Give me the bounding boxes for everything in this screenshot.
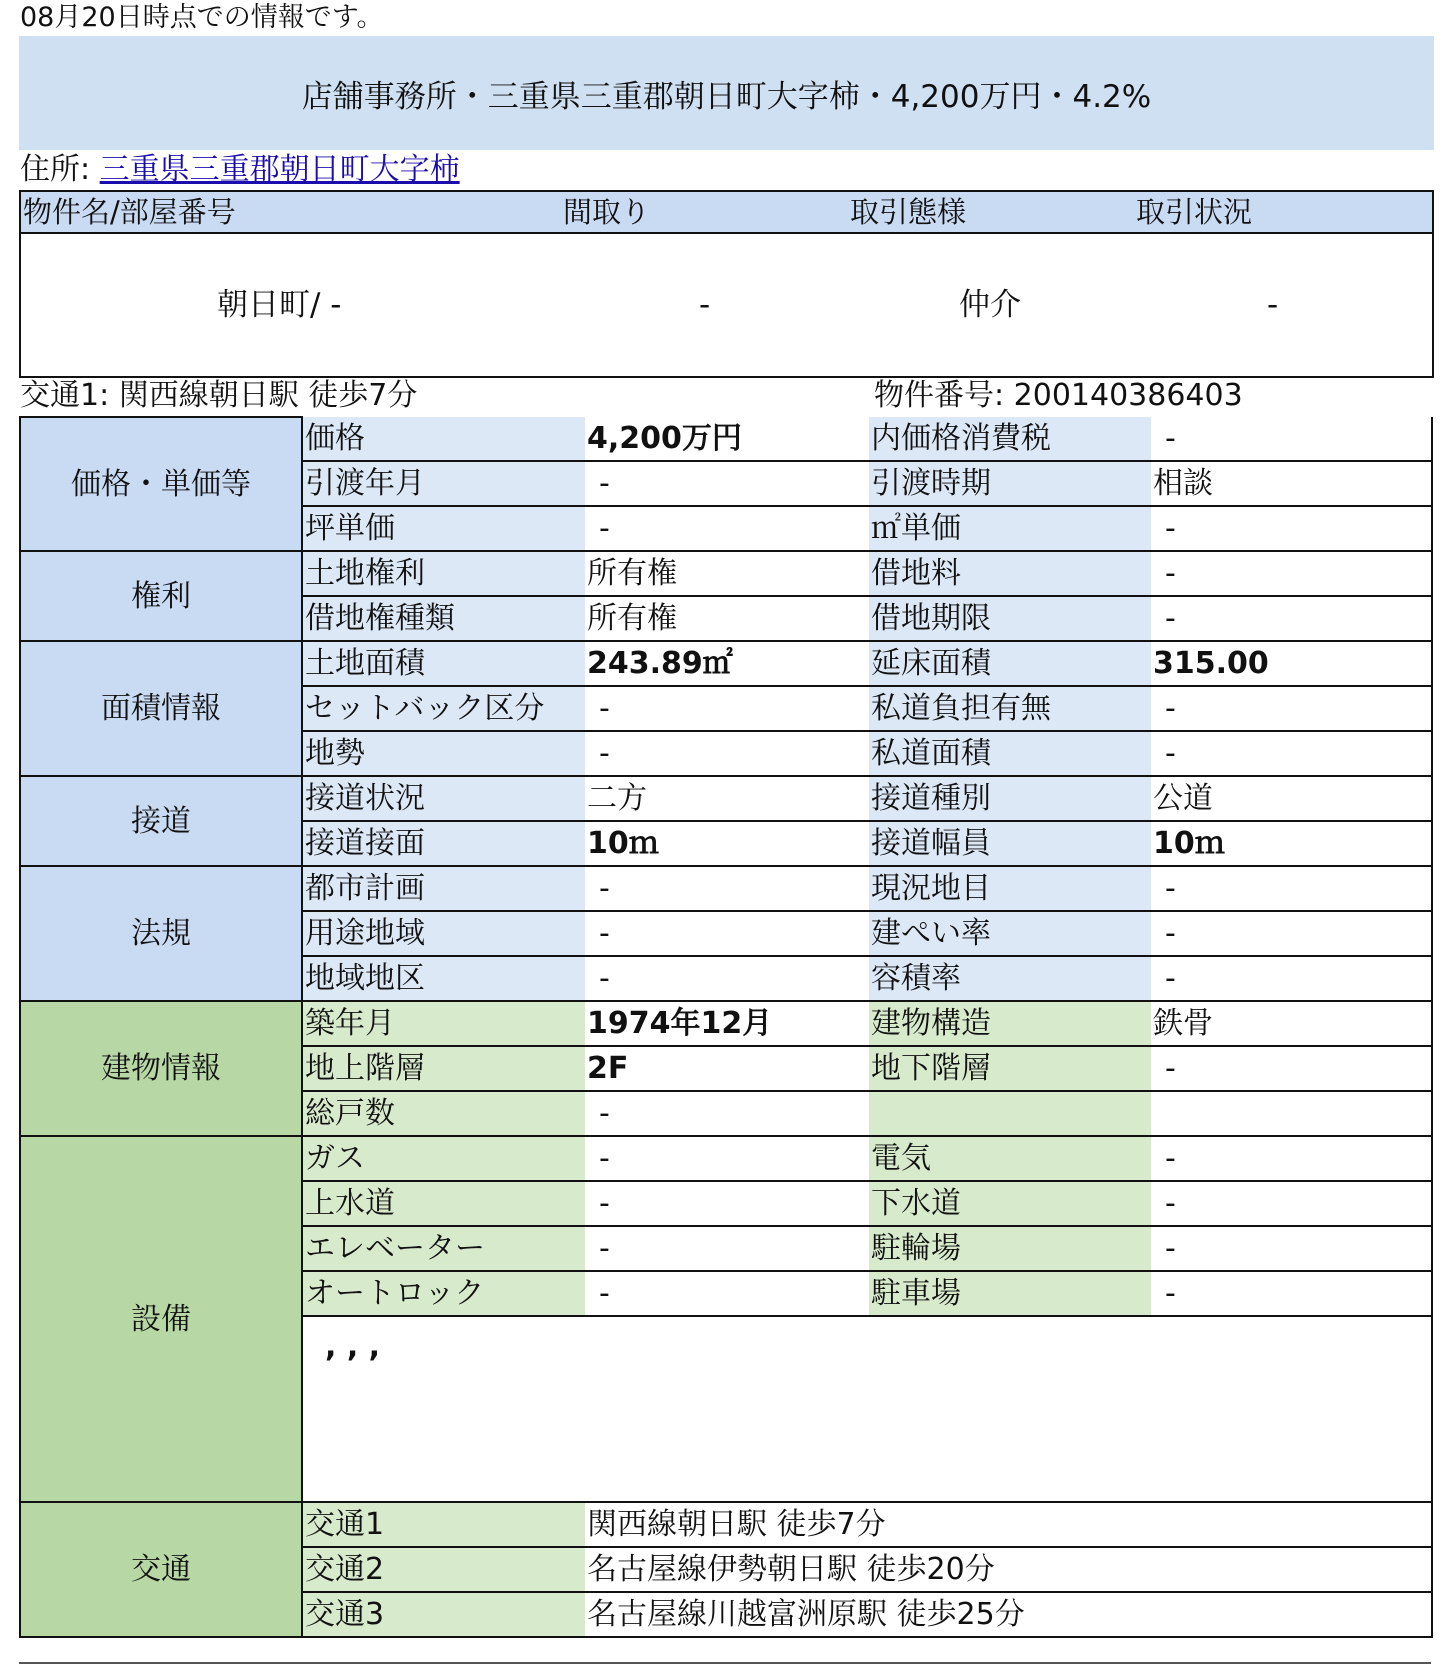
transport-summary: 交通1: 関西線朝日駅 徒歩7分 (20, 378, 418, 413)
spec-label: 借地料 (869, 551, 1151, 596)
spec-label: 土地面積 (302, 641, 585, 686)
spec-value: 315.00 (1151, 641, 1432, 686)
spec-value: 名古屋線川越富洲原駅 徒歩25分 (585, 1592, 1432, 1637)
section-rights-title: 権利 (20, 551, 302, 641)
address-line (20, 152, 460, 188)
spec-label: 用途地域 (302, 911, 585, 956)
section-building-title: 建物情報 (20, 1001, 302, 1136)
table-row (20, 1136, 1432, 1181)
spec-value: - (1151, 956, 1432, 1001)
spec-label: 接道種別 (869, 776, 1151, 821)
spec-label: エレベーター (302, 1226, 585, 1271)
header-name: 物件名/部屋番号 (23, 195, 236, 229)
table-row (20, 1001, 1432, 1046)
section-price-title: 価格・単価等 (20, 417, 302, 551)
spec-label: 接道幅員 (869, 821, 1151, 866)
spec-value: 4,200万円 (585, 417, 869, 461)
spec-label: セットバック区分 (302, 686, 585, 731)
spec-value: - (1151, 866, 1432, 911)
spec-label: 土地権利 (302, 551, 585, 596)
spec-value: - (585, 911, 869, 956)
spec-value: 名古屋線伊勢朝日駅 徒歩20分 (585, 1547, 1432, 1592)
cell-transaction-status: - (1267, 287, 1279, 323)
spec-label: 交通1 (302, 1502, 585, 1547)
spec-value (1151, 1091, 1432, 1136)
spec-value: 所有権 (585, 551, 869, 596)
spec-label: 私道負担有無 (869, 686, 1151, 731)
spec-value: 関西線朝日駅 徒歩7分 (585, 1502, 1432, 1547)
header-layout: 間取り (563, 195, 651, 229)
address-label: 住所: (20, 152, 91, 187)
spec-value: 所有権 (585, 596, 869, 641)
spec-label: 価格 (302, 417, 585, 461)
address-link[interactable]: 三重県三重郡朝日町大字柿 (99, 152, 460, 187)
spec-label: 駐輪場 (869, 1226, 1151, 1271)
spec-value: - (1151, 1181, 1432, 1226)
spec-label: 建ぺい率 (869, 911, 1151, 956)
spec-label: 接道接面 (302, 821, 585, 866)
section-area-title: 面積情報 (20, 641, 302, 776)
cell-transaction-type: 仲介 (959, 287, 1021, 323)
spec-label: 借地権種類 (302, 596, 585, 641)
table-row (20, 866, 1432, 911)
spec-value: - (1151, 1271, 1432, 1316)
spec-value: - (585, 506, 869, 551)
spec-label: 地域地区 (302, 956, 585, 1001)
spec-value: - (1151, 1046, 1432, 1091)
spec-value: - (585, 1181, 869, 1226)
spec-value: 公道 (1151, 776, 1432, 821)
cell-layout: - (699, 287, 711, 323)
spec-value: - (585, 731, 869, 776)
spec-value: - (585, 956, 869, 1001)
spec-value: - (1151, 417, 1432, 461)
spec-value: - (585, 1226, 869, 1271)
spec-value: 1974年12月 (585, 1001, 869, 1046)
spec-label: 地下階層 (869, 1046, 1151, 1091)
spec-label: 交通2 (302, 1547, 585, 1592)
spec-label: 引渡年月 (302, 461, 585, 506)
spec-label: 引渡時期 (869, 461, 1151, 506)
header-transaction-type: 取引態様 (850, 195, 967, 229)
section-facilities-title: 設備 (20, 1136, 302, 1502)
spec-value: - (585, 866, 869, 911)
listing-title: 店舗事務所・三重県三重郡朝日町大字柿・4,200万円・4.2% (301, 78, 1152, 115)
table-row (20, 551, 1432, 596)
spec-value: - (585, 686, 869, 731)
spec-label: ㎡単価 (869, 506, 1151, 551)
facilities-note: , , , (302, 1316, 1432, 1502)
property-number: 物件番号: 200140386403 (874, 378, 1243, 413)
spec-label: 建物構造 (869, 1001, 1151, 1046)
spec-label: 総戸数 (302, 1091, 585, 1136)
spec-label: 容積率 (869, 956, 1151, 1001)
spec-value: - (1151, 506, 1432, 551)
table-row (20, 1502, 1432, 1547)
property-table-row (19, 232, 1434, 378)
spec-value: 鉄骨 (1151, 1001, 1432, 1046)
section-road-title: 接道 (20, 776, 302, 866)
spec-value: 10ｍ (1151, 821, 1432, 866)
spec-label: 借地期限 (869, 596, 1151, 641)
spec-label: 坪単価 (302, 506, 585, 551)
spec-label (869, 1091, 1151, 1136)
spec-label: オートロック (302, 1271, 585, 1316)
property-table-header (19, 190, 1434, 234)
spec-value: - (585, 1136, 869, 1181)
spec-value: - (1151, 911, 1432, 956)
spec-label: 交通3 (302, 1592, 585, 1637)
spec-value: - (1151, 686, 1432, 731)
spec-label: 接道状況 (302, 776, 585, 821)
listing-banner (19, 36, 1434, 150)
spec-value: - (1151, 731, 1432, 776)
spec-value: 2F (585, 1046, 869, 1091)
spec-value: 相談 (1151, 461, 1432, 506)
spec-value: - (1151, 1226, 1432, 1271)
spec-label: 現況地目 (869, 866, 1151, 911)
section-transport-title: 交通 (20, 1502, 302, 1637)
spec-label: 下水道 (869, 1181, 1151, 1226)
table-row (20, 417, 1432, 461)
spec-value: - (1151, 551, 1432, 596)
spec-value: - (1151, 596, 1432, 641)
spec-label: 地勢 (302, 731, 585, 776)
spec-label: 地上階層 (302, 1046, 585, 1091)
spec-value: 243.89㎡ (585, 641, 869, 686)
spec-label: 上水道 (302, 1181, 585, 1226)
table-row (20, 776, 1432, 821)
cell-name: 朝日町/ - (217, 287, 342, 323)
spec-value: - (585, 1091, 869, 1136)
spec-label: 内価格消費税 (869, 417, 1151, 461)
spec-label: 電気 (869, 1136, 1151, 1181)
spec-label: 私道面積 (869, 731, 1151, 776)
spec-label: 駐車場 (869, 1271, 1151, 1316)
spec-value: - (585, 461, 869, 506)
spec-value: - (585, 1271, 869, 1316)
spec-label: 都市計画 (302, 866, 585, 911)
header-transaction-status: 取引状況 (1136, 195, 1253, 229)
table-row (20, 641, 1432, 686)
spec-label: 延床面積 (869, 641, 1151, 686)
spec-value: 10ｍ (585, 821, 869, 866)
as-of-date: 08月20日時点での情報です。 (20, 2, 384, 33)
bottom-divider (19, 1662, 1431, 1664)
spec-label: ガス (302, 1136, 585, 1181)
spec-value: 二方 (585, 776, 869, 821)
section-law-title: 法規 (20, 866, 302, 1001)
spec-label: 築年月 (302, 1001, 585, 1046)
spec-table (19, 416, 1433, 1638)
spec-value: - (1151, 1136, 1432, 1181)
